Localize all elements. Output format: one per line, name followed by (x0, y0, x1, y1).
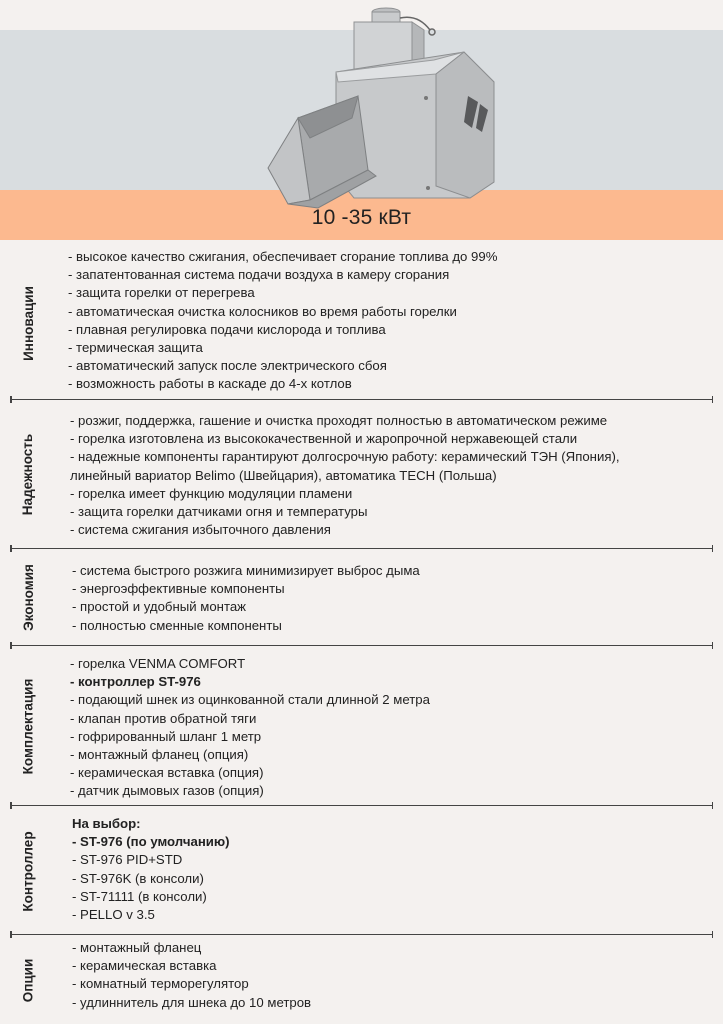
section-label-options: Опции (20, 958, 36, 1002)
list-item: - термическая защита (68, 340, 203, 356)
section-label-economy: Экономия (20, 563, 36, 631)
list-item: - высокое качество сжигания, обеспечивает сгорание топлива до 99% (68, 249, 498, 264)
list-item: - запатентованная система подачи воздуха в камеру сгорания (68, 267, 450, 283)
economy-list (72, 562, 683, 635)
list-item: линейный вариатор Belimo (Швейцария), автоматика TECH (Польша) (70, 467, 497, 483)
list-item: - удлиннитель для шнека до 10 метров (72, 994, 312, 1010)
list-item: - защита горелки от перегрева (68, 285, 255, 301)
section-label-package: Комплектация (20, 678, 36, 774)
section-divider (10, 805, 713, 806)
section-label-reliability: Надежность (20, 433, 36, 515)
list-item: - горелка изготовлена из высококачественной и жаропрочной нержавеющей стали (70, 431, 578, 447)
list-item: - датчик дымовых газов (опция) (70, 783, 264, 799)
list-item: - энергоэффективные компоненты (72, 581, 285, 597)
list-item-default: - ST-976 (по умолчанию) (72, 834, 230, 850)
hero (0, 0, 723, 240)
list-item: - плавная регулировка подачи кислорода и топлива (68, 321, 386, 337)
section-divider (10, 645, 713, 646)
list-item: - горелка имеет функцию модуляции пламени (70, 485, 353, 501)
list-item: - система сжигания избыточного давления (70, 522, 331, 538)
package-list (70, 655, 683, 801)
reliability-list (70, 412, 683, 539)
list-item: - простой и удобный монтаж (72, 599, 247, 615)
list-item: - автоматическая очистка колосников во время работы горелки (68, 303, 457, 319)
list-item: - ST-976 PID+STD (72, 852, 183, 868)
list-item: - подающий шнек из оцинкованной стали длинной 2 метра (70, 692, 430, 708)
list-item: - клапан против обратной тяги (70, 710, 257, 726)
section-divider (10, 399, 713, 400)
list-item: - керамическая вставка (опция) (70, 765, 264, 781)
controller-list (72, 815, 683, 924)
list-item: - автоматический запуск после электрического сбоя (68, 358, 387, 374)
list-item: - монтажный фланец (опция) (70, 747, 249, 763)
list-item: - комнатный терморегулятор (72, 976, 249, 992)
list-item: - монтажный фланец (72, 940, 202, 955)
list-item: - ST-976K (в консоли) (72, 870, 204, 886)
list-item: - система быстрого розжига минимизирует выброс дыма (72, 563, 420, 578)
section-divider (10, 934, 713, 935)
section-label-controller: Контроллер (20, 830, 36, 912)
pellet-burner-image (258, 0, 508, 210)
options-list (72, 939, 683, 1012)
list-item: - защита горелки датчиками огня и температуры (70, 504, 368, 520)
list-item: - возможность работы в каскаде до 4-х котлов (68, 376, 352, 392)
list-item: - полностью сменные компоненты (72, 617, 282, 633)
innovations-list (68, 248, 683, 394)
controller-heading: На выбор: (72, 816, 141, 831)
list-item: - розжиг, поддержка, гашение и очистка проходят полностью в автоматическом режиме (70, 413, 608, 428)
power-range: 10 -35 кВт (311, 206, 412, 229)
list-item: - гофрированный шланг 1 метр (70, 728, 262, 744)
section-label-innovations: Инновации (20, 285, 36, 361)
list-item: - PELLO v 3.5 (72, 907, 155, 923)
section-divider (10, 548, 713, 549)
list-item: - горелка VENMA COMFORT (70, 656, 246, 671)
list-item: - керамическая вставка (72, 958, 217, 974)
list-item: - надежные компоненты гарантируют долгосрочную работу: керамический ТЭН (Япония), (70, 449, 620, 465)
list-item: - ST-71111 (в консоли) (72, 888, 207, 904)
list-item-controller: - контроллер ST-976 (70, 674, 201, 690)
